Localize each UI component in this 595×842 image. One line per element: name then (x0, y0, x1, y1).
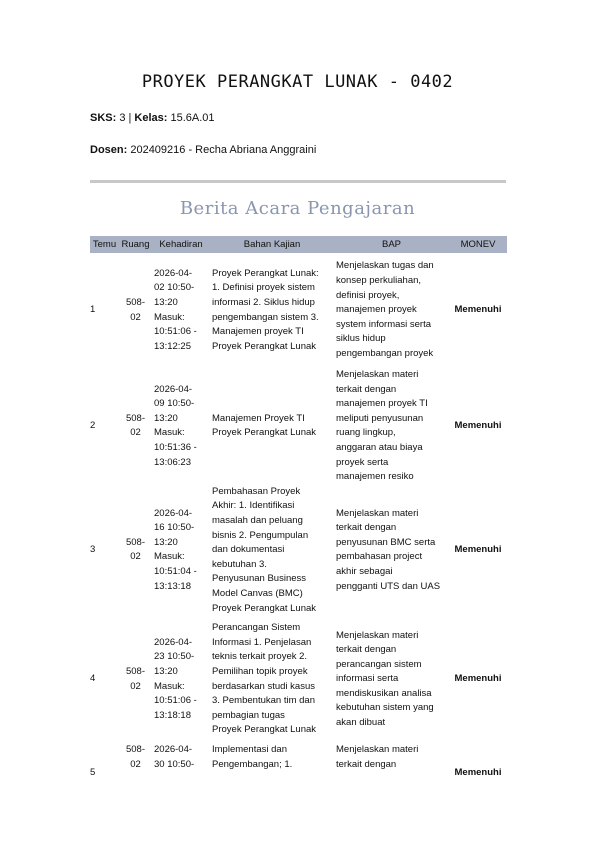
cell-ruang: 508- 02 (125, 666, 145, 692)
cell-bap: Menjelaskan materi terkait dengan perancangan sistem informasi serta mendiskusikan analisa kebutuhan sistem yang akan dibuat (336, 629, 434, 729)
col-header-kehadiran: Kehadiran (152, 236, 210, 253)
cell-bap: Menjelaskan materi terkait dengan (336, 744, 419, 770)
cell-temu: 2 (90, 420, 96, 432)
col-header-temu: Temu (90, 236, 119, 253)
cell-ruang: 508- 02 (125, 744, 145, 770)
divider (90, 180, 506, 183)
section-title: Berita Acara Pengajaran (179, 198, 416, 219)
cell-kehadiran: 2026-04- 09 10:50- 13:20 Masuk: 10:51:36 - 13:06:23 (154, 383, 197, 468)
cell-monev: Memenuhi (454, 420, 502, 432)
cell-bahan-kajian: Perancangan Sistem Informasi 1. Penjelasan teknis terkait proyek 2. Pemilihan topik proyek berdasarkan studi kasus 3. Pembentukan tim dan pembagian tugas Proyek Perangkat Lunak (212, 622, 317, 736)
cell-ruang: 508- 02 (125, 296, 145, 323)
sks-value: 3 | (116, 112, 132, 124)
cell-bahan-kajian: Proyek Perangkat Lunak: 1. Definisi proyek sistem informasi 2. Siklus hidup pengembangan sistem 3. Manajemen proyek TI Proyek Perangkat Lunak (212, 267, 319, 352)
cell-bap: Menjelaskan materi terkait dengan manajemen proyek TI meliputi penyusunan ruang lingkup, anggaran atau biaya proyek serta manajemen resiko (336, 369, 428, 483)
cell-temu: 4 (90, 673, 96, 685)
sks-kelas-line (90, 112, 215, 124)
cell-kehadiran: 2026-04- 02 10:50- 13:20 Masuk: 10:51:06 - 13:12:25 (154, 267, 197, 352)
table-row (90, 743, 507, 803)
kelas-value: 15.6A.01 (167, 112, 215, 124)
table-row (90, 368, 507, 485)
dosen-line (90, 144, 316, 156)
cell-monev: Memenuhi (454, 544, 502, 556)
cell-bap: Menjelaskan materi terkait dengan penyusunan BMC serta pembahasan project akhir sebagai pengganti UTS dan UAS (336, 507, 441, 592)
cell-bahan-kajian: Manajemen Proyek TI Proyek Perangkat Lunak (212, 412, 317, 439)
cell-temu: 1 (90, 304, 96, 316)
kelas-label: Kelas: (131, 112, 168, 124)
col-header-ruang: Ruang (119, 236, 152, 253)
table-row (90, 485, 507, 616)
cell-ruang: 508- 02 (125, 536, 145, 563)
table-header-row (90, 236, 507, 253)
col-header-bahan-kajian: Bahan Kajian (210, 236, 334, 253)
cell-bap: Menjelaskan tugas dan konsep perkuliahan, definisi proyek, manajemen proyek system informasi serta siklus hidup pengembangan proyek (336, 260, 434, 359)
cell-monev: Memenuhi (454, 304, 502, 316)
teaching-record-table (90, 236, 507, 803)
cell-temu: 5 (90, 766, 96, 778)
cell-bahan-kajian: Pembahasan Proyek Akhir: 1. Identifikasi masalah dan peluang bisnis 2. Pengumpulan dan dokumentasi kebutuhan 3. Penyusunan Business Model Canvas (BMC) Proyek Perangkat Lunak (212, 485, 317, 614)
cell-monev: Memenuhi (454, 766, 502, 778)
cell-bahan-kajian: Implementasi dan Pengembangan; 1. (212, 744, 293, 770)
table-row (90, 253, 507, 368)
cell-kehadiran: 2026-04- 16 10:50- 13:20 Masuk: 10:51:04 - 13:13:18 (154, 507, 197, 592)
sks-label: SKS: (90, 112, 117, 124)
table-row (90, 616, 507, 743)
cell-kehadiran: 2026-04- 23 10:50- 13:20 Masuk: 10:51:06 - 13:18:18 (154, 636, 197, 721)
dosen-label: Dosen: (90, 144, 128, 156)
col-header-monev: MONEV (449, 236, 507, 253)
cell-monev: Memenuhi (454, 673, 502, 685)
dosen-value: 202409216 - Recha Abriana Anggraini (127, 144, 317, 156)
col-header-bap: BAP (334, 236, 449, 253)
cell-ruang: 508- 02 (125, 412, 145, 439)
course-title: PROYEK PERANGKAT LUNAK - 0402 (141, 72, 454, 92)
cell-temu: 3 (90, 544, 96, 556)
cell-kehadiran: 2026-04- 30 10:50- (154, 744, 195, 770)
